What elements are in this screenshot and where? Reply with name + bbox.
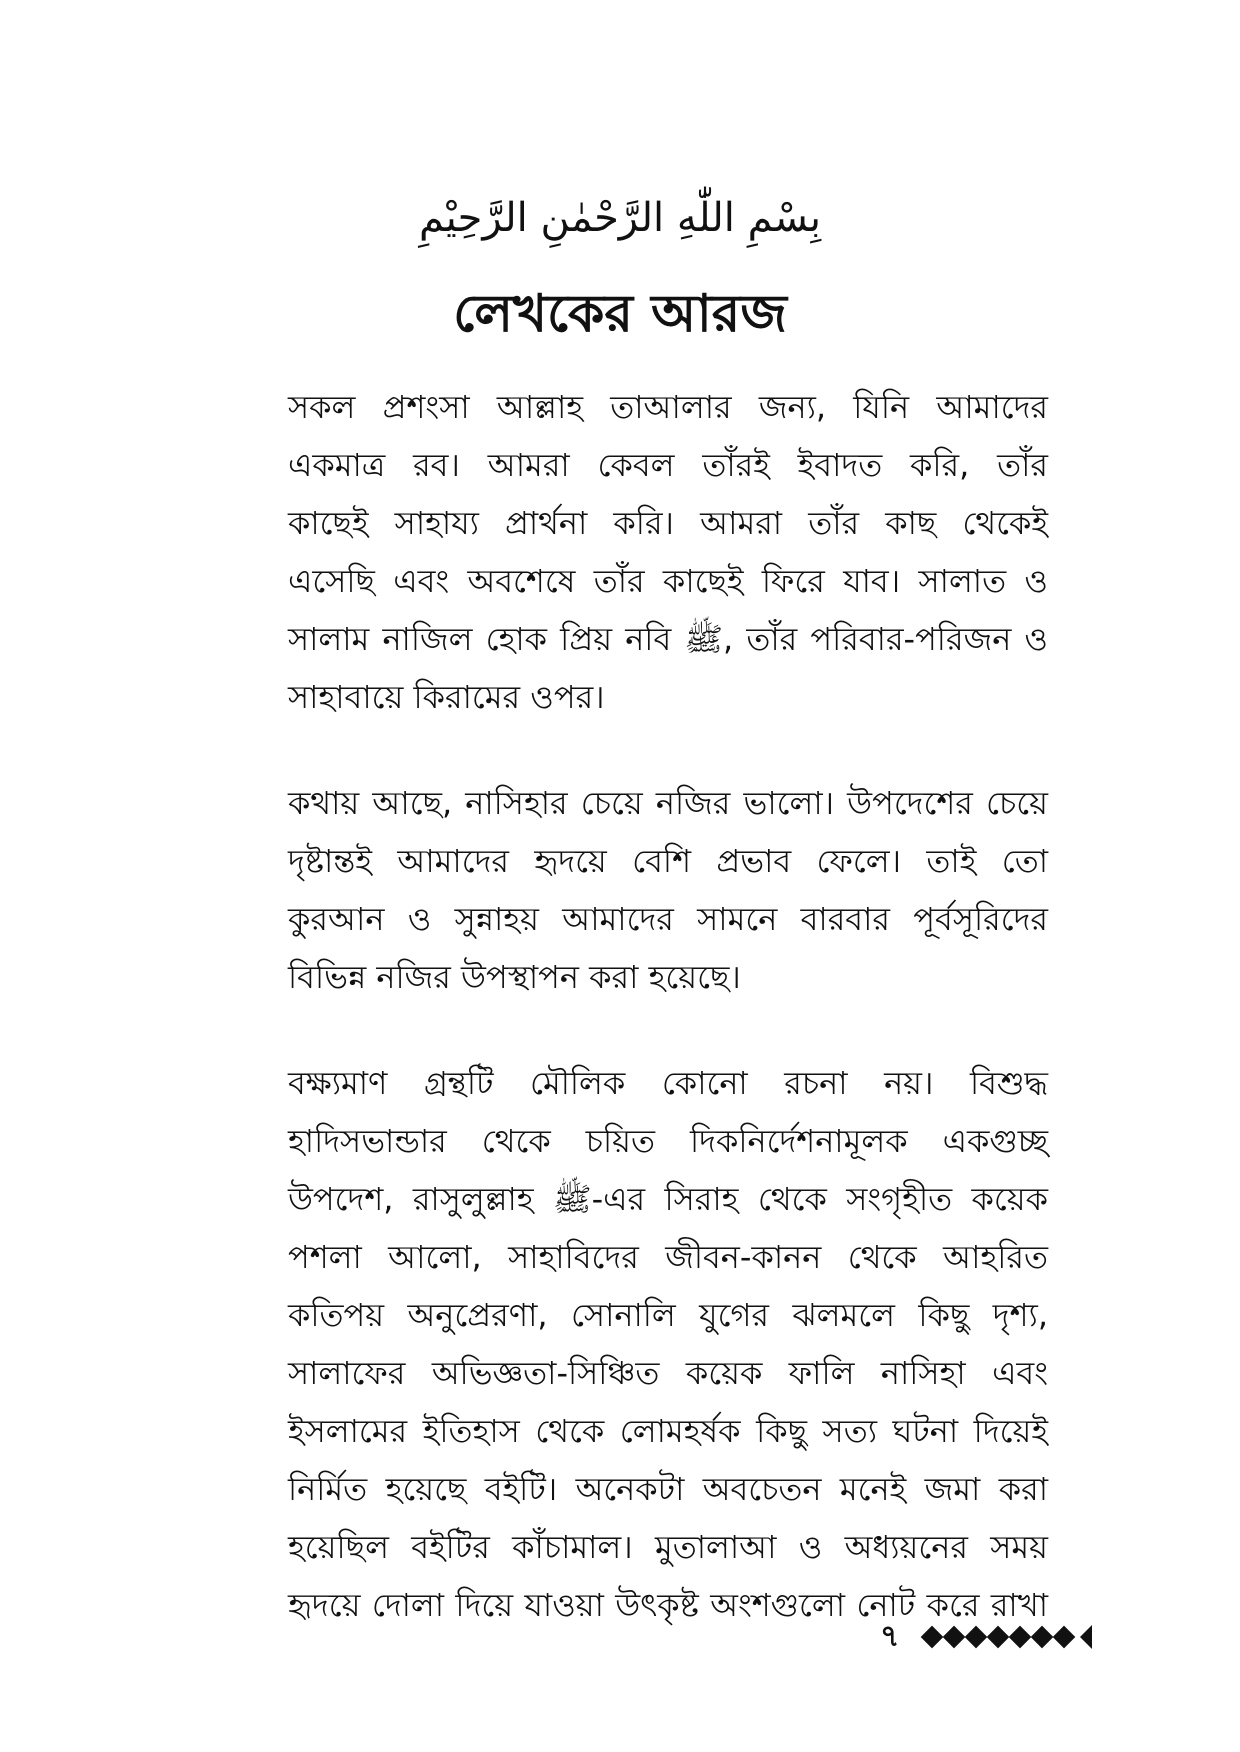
text-line: সালাফের অভিজ্ঞতা-সিঞ্চিত কয়েক ফালি নাসিহা এবং <box>288 1354 1048 1392</box>
text-line: বিভিন্ন নজির উপস্থাপন করা হয়েছে। <box>288 958 741 996</box>
body-text <box>288 378 1048 1634</box>
text-line: পশলা আলো, সাহাবিদের জীবন-কানন থেকে আহরিত <box>288 1238 1048 1276</box>
text-line: নির্মিত হয়েছে বইটি। অনেকটা অবচেতন মনেই জমা করা <box>288 1470 1048 1508</box>
diamond-icon <box>1030 1626 1053 1649</box>
text-line: বক্ষ্যমাণ গ্রন্থটি মৌলিক কোনো রচনা নয়। বিশুদ্ধ <box>288 1064 1048 1102</box>
text-line: কুরআন ও সুন্নাহয় আমাদের সামনে বারবার পূর্বসূরিদের <box>288 900 1048 938</box>
text-line: হৃদয়ে দোলা দিয়ে যাওয়া উৎকৃষ্ট অংশগুলো নোট করে রাখা <box>288 1586 1048 1624</box>
paragraph-2 <box>288 774 1048 1006</box>
diamond-icon <box>986 1626 1009 1649</box>
page-number: ৭ <box>880 1618 900 1654</box>
paragraph-1 <box>288 378 1048 726</box>
text-line: কথায় আছে, নাসিহার চেয়ে নজির ভালো। উপদেশের চেয়ে <box>288 784 1048 822</box>
paragraph-3 <box>288 1054 1048 1634</box>
text-line: ইসলামের ইতিহাস থেকে লোমহর্ষক কিছু সত্য ঘটনা দিয়েই <box>288 1412 1048 1450</box>
text-line: দৃষ্টান্তই আমাদের হৃদয়ে বেশি প্রভাব ফেলে। তাই তো <box>288 842 1048 880</box>
text-line: কতিপয় অনুপ্রেরণা, সোনালি যুগের ঝলমলে কিছু দৃশ্য, <box>288 1296 1048 1334</box>
diamond-icon <box>942 1626 965 1649</box>
text-line: সকল প্রশংসা আল্লাহ তাআলার জন্য, যিনি আমাদের <box>288 388 1048 426</box>
text-line: হয়েছিল বইটির কাঁচামাল। মুতালাআ ও অধ্যয়নের সময় <box>288 1528 1048 1566</box>
diamond-icon <box>1052 1626 1075 1649</box>
text-line: সালাম নাজিল হোক প্রিয় নবি ﷺ, তাঁর পরিবার-পরিজন ও <box>288 620 1048 658</box>
text-line: কাছেই সাহায্য প্রার্থনা করি। আমরা তাঁর কাছ থেকেই <box>288 504 1048 542</box>
half-diamond-icon <box>1080 1625 1092 1649</box>
text-line: হাদিসভান্ডার থেকে চয়িত দিকনির্দেশনামূলক একগুচ্ছ <box>288 1122 1048 1160</box>
text-line: উপদেশ, রাসুলুল্লাহ ﷺ-এর সিরাহ থেকে সংগৃহীত কয়েক <box>288 1180 1049 1218</box>
page-title: লেখকের আরজ <box>453 284 787 344</box>
page-footer <box>880 1612 1200 1662</box>
text-line: একমাত্র রব। আমরা কেবল তাঁরই ইবাদত করি, তাঁর <box>288 446 1048 484</box>
diamond-icon <box>964 1626 987 1649</box>
diamond-icon <box>1008 1626 1031 1649</box>
bismillah-calligraphy: بِسْمِ اللّٰهِ الرَّحْمٰنِ الرَّحِيْمِ <box>418 195 822 241</box>
diamond-icon <box>920 1626 943 1649</box>
text-line: সাহাবায়ে কিরামের ওপর। <box>288 678 605 716</box>
text-line: এসেছি এবং অবশেষে তাঁর কাছেই ফিরে যাব। সালাত ও <box>288 562 1048 600</box>
diamond-ornament-icon <box>922 1625 1092 1649</box>
